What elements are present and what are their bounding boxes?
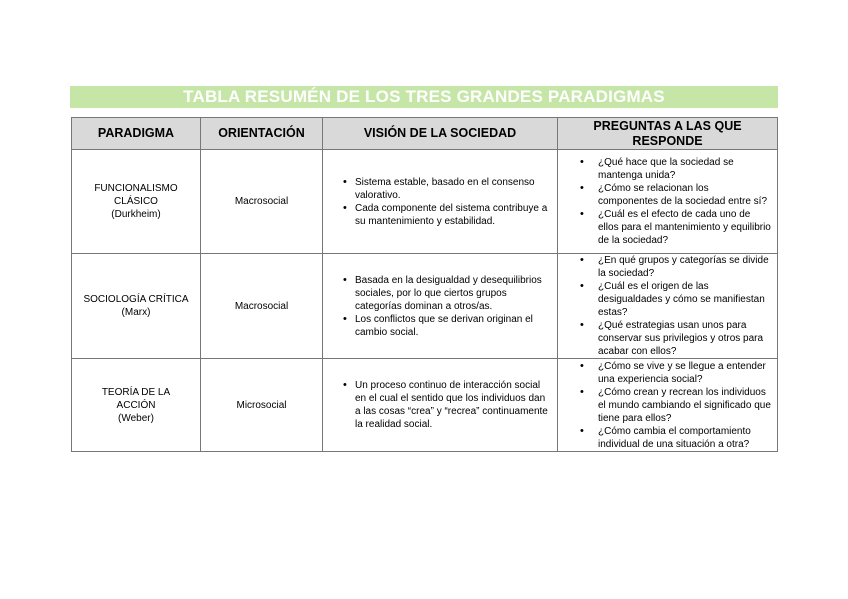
list-item: • ¿Cómo se relacionan los componentes de la sociedad entre sí?	[578, 182, 771, 208]
questions-cell	[558, 150, 778, 254]
paradigm-name: ACCIÓN	[116, 399, 156, 411]
paradigm-author: (Marx)	[121, 307, 151, 318]
list-item: • Cada componente del sistema contribuye a su mantenimiento y estabilidad.	[341, 202, 549, 228]
list-item: • Sistema estable, basado en el consenso valorativo.	[341, 176, 549, 202]
header-orientation: ORIENTACIÓN	[201, 118, 323, 150]
paradigm-name: CLÁSICO	[114, 196, 158, 207]
vision-list	[323, 379, 557, 431]
vision-cell	[323, 359, 558, 452]
questions-list	[558, 254, 777, 358]
table-row	[72, 359, 778, 452]
header-paradigm: PARADIGMA	[72, 118, 201, 150]
paradigm-name: SOCIOLOGÍA CRÍTICA	[83, 294, 189, 305]
orientation-cell	[201, 150, 323, 254]
paradigm-name: TEORÍA DE LA	[101, 386, 171, 398]
paradigm-cell	[72, 254, 201, 359]
vision-list	[323, 274, 557, 339]
questions-list	[558, 360, 777, 451]
table-row	[72, 254, 778, 359]
orientation-value: Microsocial	[236, 399, 287, 411]
paradigm-cell	[72, 359, 201, 452]
orientation-cell	[201, 254, 323, 359]
table-row	[72, 150, 778, 254]
orientation-value: Macrosocial	[234, 196, 289, 207]
vision-list	[323, 176, 557, 228]
list-item: • Un proceso continuo de interacción social en el cual el sentido que los individuos dan a las cosas “crea” y “recrea” continuamente la realidad social.	[341, 379, 549, 431]
list-item: • Los conflictos que se derivan originan el cambio social.	[341, 313, 549, 339]
questions-list	[558, 156, 777, 247]
list-item: • Basada en la desigualdad y desequilibrios sociales, por lo que ciertos grupos categorías dominan a otros/as.	[341, 274, 549, 313]
list-item: • ¿Cuál es el efecto de cada uno de ellos para el mantenimiento y equilibrio de la sociedad?	[578, 208, 771, 247]
orientation-cell	[201, 359, 323, 452]
questions-cell	[558, 359, 778, 452]
paradigms-summary-table	[71, 117, 778, 452]
list-item: • ¿Cómo se vive y se llegue a entender una experiencia social?	[578, 360, 771, 386]
paradigm-author: (Durkheim)	[111, 209, 161, 220]
list-item: • ¿Qué hace que la sociedad se mantenga unida?	[578, 156, 771, 182]
paradigm-author: (Weber)	[118, 412, 154, 424]
orientation-value: Macrosocial	[234, 300, 289, 312]
list-item: • ¿Cómo cambia el comportamiento individual de una situación a otra?	[578, 425, 771, 451]
document-title: TABLA RESUMÉN DE LOS TRES GRANDES PARADIGMAS	[70, 86, 778, 108]
vision-cell	[323, 150, 558, 254]
questions-cell	[558, 254, 778, 359]
header-questions: PREGUNTAS A LAS QUE RESPONDE	[558, 118, 778, 150]
list-item: • ¿Cómo crean y recrean los individuos el mundo cambiando el significado que tiene para ellos?	[578, 386, 771, 425]
list-item: • ¿Cuál es el origen de las desigualdades y cómo se manifiestan estas?	[578, 280, 771, 319]
list-item: • ¿Qué estrategias usan unos para conservar sus privilegios y otros para acabar con ellos?	[578, 319, 771, 358]
header-vision: VISIÓN DE LA SOCIEDAD	[323, 118, 558, 150]
list-item: • ¿En qué grupos y categorías se divide la sociedad?	[578, 254, 771, 280]
table-header-row	[72, 118, 778, 150]
vision-cell	[323, 254, 558, 359]
paradigm-cell	[72, 150, 201, 254]
paradigm-name: FUNCIONALISMO	[94, 183, 178, 194]
